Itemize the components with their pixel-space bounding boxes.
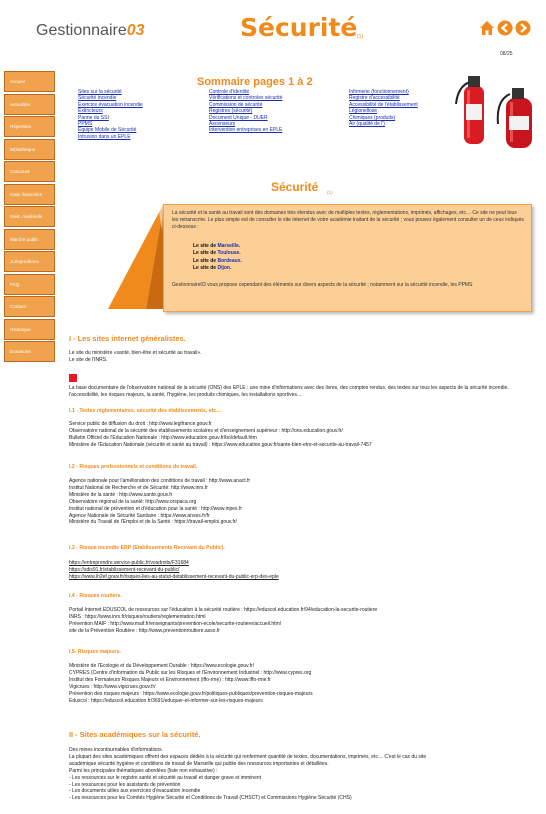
link-line[interactable]: https://www.ih2ef.gouv.fr/risques-lies-au-statut-detablissement-recevant-du-public-erp-des-eple bbox=[69, 573, 279, 580]
section-heading: I - Les sites internet généralistes. bbox=[69, 334, 186, 343]
summary-link[interactable]: Extincteurs bbox=[78, 108, 103, 115]
sidebar-item-repertoire[interactable]: Répertoire bbox=[4, 116, 55, 137]
summary-link[interactable]: Registres (sécurité) bbox=[209, 108, 253, 115]
section-text bbox=[69, 350, 539, 364]
summary-link[interactable]: Commission de sécurité bbox=[209, 101, 263, 108]
summary-link[interactable]: Accessibilité de l'établissement bbox=[349, 101, 418, 108]
home-icon[interactable] bbox=[479, 20, 495, 36]
intro-site-item[interactable]: Le site de Dijon. bbox=[193, 265, 232, 272]
subsection-heading: I.1 - Textes réglementaires, sécurité des établissements, etc… bbox=[69, 408, 222, 414]
link-line[interactable]: Institut national de prévention et d'éducation pour la santé : http://www.inpes.fr bbox=[69, 505, 243, 512]
intro-site-item[interactable]: Le site de Toulouse. bbox=[193, 250, 241, 257]
intro-site-item[interactable]: Le site de Bordeaux. bbox=[193, 257, 242, 264]
subsection-heading: I.3 - Risque incendie ERP (Etablissements Recevant du Public). bbox=[69, 545, 225, 551]
link-line[interactable]: Institut National de Recherche et de Sécurité: http://www.inrs.fr bbox=[69, 484, 208, 491]
page-title: Sécurité bbox=[240, 13, 358, 42]
link-line[interactable]: Ministère de l'Ecologie et du Développement Durable : https://www.ecologie.gouv.fr/ bbox=[69, 663, 255, 669]
link-line[interactable]: Ministère du Travail de l'Emploi et de la Santé : https://travail-emploi.gouv.fr/ bbox=[69, 519, 237, 526]
link-line[interactable]: Ministère de l'Education Nationale (sécurité et santé au travail) : https://www.education.gouv.fr/sante-bien-etre-et-securite-au-travail-7457 bbox=[69, 441, 372, 448]
link-line[interactable]: Ministère de la santé : http://www.sante.gouv.fr bbox=[69, 491, 173, 498]
brand-name: Gestionnaire bbox=[36, 22, 127, 39]
brand-number: 03 bbox=[126, 22, 145, 39]
red-square-icon bbox=[69, 374, 77, 382]
sidebar-item-accueil[interactable]: Accueil bbox=[4, 71, 55, 92]
summary-link[interactable]: Sites sur la sécurité bbox=[78, 89, 122, 95]
summary-link[interactable]: Controle d'identité bbox=[209, 89, 250, 95]
decorative-arrow-icon bbox=[106, 201, 166, 311]
link-line[interactable]: Service public de diffusion du droit : http://www.legifrance.gouv.fr bbox=[69, 421, 212, 427]
fire-extinguisher-image bbox=[452, 72, 542, 152]
text-line[interactable]: - Les ressources sur le registre santé et sécurité au travail et danger grave et imminent bbox=[69, 774, 262, 781]
link-line[interactable]: Bulletin Officiel de l'Education Nationale : http://www.education.gouv.fr/bo/default.htm bbox=[69, 434, 257, 441]
intro-site-item[interactable]: Le site de Marseille. bbox=[193, 243, 241, 249]
text-line[interactable]: - Les documents utiles aux exercices d'évacuation incendie bbox=[69, 788, 201, 795]
link-line[interactable]: https://entreprendre.service-public.fr/vosdroits/F31684 bbox=[69, 560, 189, 566]
sidebar-item-bibliotheque[interactable]: Bibliothèque bbox=[4, 139, 55, 160]
sidebar-item-contact[interactable]: Contact bbox=[4, 296, 55, 317]
link-list bbox=[69, 607, 539, 635]
link-line[interactable]: Prévention MAIF : http://www.maif.fr/enseignants/prevention-ecole/securite-routiere/accueil.html bbox=[69, 620, 281, 627]
text-line[interactable]: - Les ressources pour les Comités Hygiène Sécurité et Conditions de Travail (CHSCT) et Commissions Hygiène Sécurité (CHS) bbox=[69, 795, 352, 802]
sidebar-item-gest-financiere[interactable]: Gest. financière bbox=[4, 184, 55, 205]
summary-link[interactable]: Registre d'accessibilité bbox=[349, 95, 400, 102]
link-line[interactable]: INRS : https://www.inrs.fr/risques/routiers/reglementation.html bbox=[69, 613, 206, 620]
summary-link[interactable]: Vérifications et controles sécurité bbox=[209, 95, 283, 102]
sidebar-item-marche-public[interactable]: Marché public bbox=[4, 229, 55, 250]
link-list bbox=[69, 478, 539, 526]
page-date: 08/25 bbox=[500, 51, 513, 57]
summary-link[interactable]: Air (qualité de l') bbox=[349, 121, 385, 128]
summary-link[interactable]: Intrusion dans un EPLE bbox=[78, 133, 131, 140]
sidebar-nav bbox=[4, 71, 55, 364]
sidebar-item-actualites[interactable]: Actualités bbox=[4, 94, 55, 115]
link-line[interactable]: Prévention des risques majeurs : https://www.ecologie.gouv.fr/politiques-publiques/prevention-risques-majeurs bbox=[69, 690, 313, 697]
section-title: Sécurité bbox=[271, 180, 319, 194]
summary-link[interactable]: Sécurité incendie bbox=[78, 95, 117, 102]
link-line[interactable]: https://sdis91.fr/etablissement-recevant-du-public/ bbox=[69, 566, 180, 573]
link-line[interactable]: Observatoire national de la sécurité des établissements scolaires et d'enseignement supérieur : http://ons.education.gouv.fr/ bbox=[69, 427, 343, 434]
summary-link[interactable]: Chimiques (produits) bbox=[349, 114, 396, 121]
link-line[interactable]: Institut des Formateurs Risques Majeurs et Environnement (iffo-rme) : http://www.iffo-rme.fr bbox=[69, 676, 271, 683]
intro-text: La sécurité et la santé au travail sont des domaines très étendus avec de multiples textes, réglementations, imprimés, affichages, etc… Ce site ne peut tous les retranscrire. Le plus simple est de consulter le site internet de votre académie traitant de la sécurité ; vous pouvez également consulter un de ceux indiqués ci-dessous : bbox=[172, 210, 524, 230]
text-line[interactable]: Le site de l'INRS. bbox=[69, 356, 108, 363]
summary-link[interactable]: Exercice évacuation incendie bbox=[78, 101, 143, 108]
text-line: Parmi les principales thématiques abordées (liste non exhaustive) : bbox=[69, 767, 218, 774]
link-list bbox=[69, 560, 539, 581]
link-line[interactable]: Agence nationale pour l'amélioration des conditions de travail : http://www.anact.fr bbox=[69, 478, 251, 484]
sidebar-item-donations[interactable]: Donations bbox=[4, 341, 55, 362]
link-line[interactable]: site de la Prévention Routière : http://www.preventionroutiere.asso.fr bbox=[69, 627, 220, 634]
summary-column-1 bbox=[78, 89, 143, 140]
summary-link[interactable]: Légionellose bbox=[349, 108, 378, 115]
summary-link[interactable]: Intervention entreprises en EPLE bbox=[209, 127, 283, 134]
summary-link[interactable]: Panne du SSI bbox=[78, 114, 109, 121]
link-line[interactable]: Observatoire régional de la santé: http://www.orspaca.org bbox=[69, 498, 197, 505]
subsection-heading: I.2 - Risques professionnels et conditions de travail. bbox=[69, 464, 198, 470]
text-line[interactable]: Le site du ministère «santé, bien-être et sécurité au travail». bbox=[69, 350, 202, 356]
link-line[interactable]: Eduscol : https://eduscol.education.fr/3691/eduquer-et-informer-sur-les-risques-majeurs bbox=[69, 697, 263, 704]
summary-link[interactable]: Ascenseurs bbox=[209, 121, 236, 128]
link-list bbox=[69, 421, 539, 449]
summary-column-3 bbox=[349, 89, 418, 127]
subsection-heading: I.4 - Risques routiers. bbox=[69, 593, 122, 599]
summary-column-2 bbox=[209, 89, 282, 134]
subsection-heading: I.5- Risques majeurs. bbox=[69, 649, 121, 655]
link-line[interactable]: Portail Internet EDUSCOL de ressources sur l'éducation à la sécurité routière : https://eduscol.education.fr/94/education-la-securite-routiere bbox=[69, 607, 378, 613]
back-icon[interactable] bbox=[497, 20, 513, 36]
intro-site-list bbox=[193, 243, 242, 273]
summary-link[interactable]: Infirmerie (fonctionnement) bbox=[349, 89, 409, 95]
page-title-note: (1) bbox=[357, 34, 364, 40]
summary-link[interactable]: Equipe Mobile de Sécurité bbox=[78, 127, 137, 134]
sidebar-item-historique[interactable]: Historique bbox=[4, 319, 55, 340]
sidebar-item-gest-materielle[interactable]: Gest. matérielle bbox=[4, 206, 55, 227]
text-line[interactable]: La plupart des sites académiques offrent des espaces dédiés à la sécurité qui renferment quantité de textes, documentations, imprimés, etc… C'est le cas du site bbox=[69, 753, 427, 760]
text-line[interactable]: académique sécurité hygiène et conditions de travail de Marseille qui publie des ressources importantes et détaillées. bbox=[69, 760, 329, 767]
site-brand[interactable] bbox=[36, 22, 145, 40]
link-line[interactable]: CYPRES (Centre d'information du Public sur les Risques et l'Environnement Industriel : http://www.cypres.org bbox=[69, 669, 312, 676]
ons-text[interactable]: La base documentaire de l'observatoire national de la sécurité (ONS) des EPLE : une mine d'informations avec des livres, des comptes rendus, des textes sur tous les aspects de la sécurité incendie, l'accessibilité, les risques majeurs, la santé, l'hygiène, les produits chimiques, les installations sportives… bbox=[69, 385, 509, 398]
text-line[interactable]: - Les ressources pour les assistants de prévention bbox=[69, 781, 181, 788]
sidebar-item-faq[interactable]: FAQ bbox=[4, 274, 55, 295]
summary-link[interactable]: PPMS bbox=[78, 121, 93, 128]
summary-link[interactable]: Document Unique - DUER bbox=[209, 114, 268, 121]
section-title-note: (1) bbox=[327, 190, 333, 195]
intro-footer-text: Gestionnaire03 vous propose cependant des éléments sur divers aspects de la sécurité ; notamment sur la sécurité incendie, les PPMS bbox=[172, 282, 473, 288]
sidebar-item-jurisprudence[interactable]: Jurisprudence bbox=[4, 251, 55, 272]
forward-icon[interactable] bbox=[515, 20, 531, 36]
link-line[interactable]: Vigicrues : http://www.vigicrues.gouv.fr/ bbox=[69, 683, 156, 690]
link-line[interactable]: Agence Nationale de Sécurité Sanitaire : https://www.anses.fr/fr bbox=[69, 512, 210, 519]
sidebar-item-concours[interactable]: Concours bbox=[4, 161, 55, 182]
summary-title: Sommaire pages 1 à 2 bbox=[197, 76, 313, 88]
section-text bbox=[69, 747, 539, 802]
text-line: Des mines incontournables d'informations. bbox=[69, 747, 164, 753]
link-list bbox=[69, 663, 539, 704]
section-heading: II - Sites académiques sur la sécurité. bbox=[69, 730, 201, 739]
